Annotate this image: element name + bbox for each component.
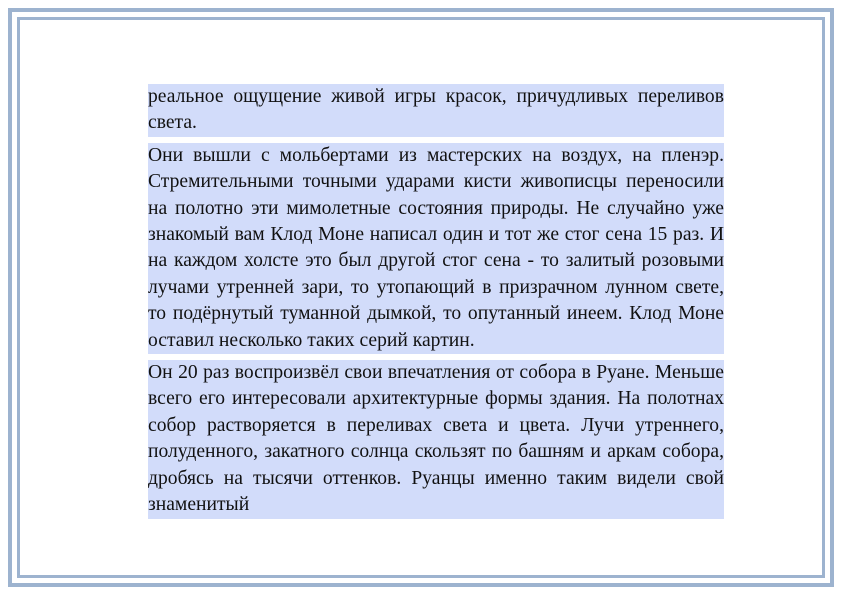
paragraph-3: Он 20 раз воспроизвёл свои впечатления от собора в Руане. Меньше всего его интересовали архитектурные формы здания. На полотнах собор растворяется в переливах света и цвета. Лучи утреннего, полуденного, закатного солнца скользят по башням и аркам собора, дробясь на тысячи оттенков. Руанцы именно таким видели свой знаменитый bbox=[148, 360, 724, 518]
paragraph-1: реальное ощущение живой игры красок, причудливых переливов света. bbox=[148, 84, 724, 137]
paragraph-2: Они вышли с мольбертами из мастерских на воздух, на пленэр. Стремительными точными ударами кисти живописцы переносили на полотно эти мимолетные состояния природы. Не случайно уже знакомый вам Клод Моне написал один и тот же стог сена 15 раз. И на каждом холсте это был другой стог сена - то залитый розовыми лучами утренней зари, то утопающий в призрачном лунном свете, то подёрнутый туманной дымкой, то опутанный инеем. Клод Моне оставил несколько таких серий картин. bbox=[148, 143, 724, 354]
body-text-box bbox=[148, 84, 724, 546]
